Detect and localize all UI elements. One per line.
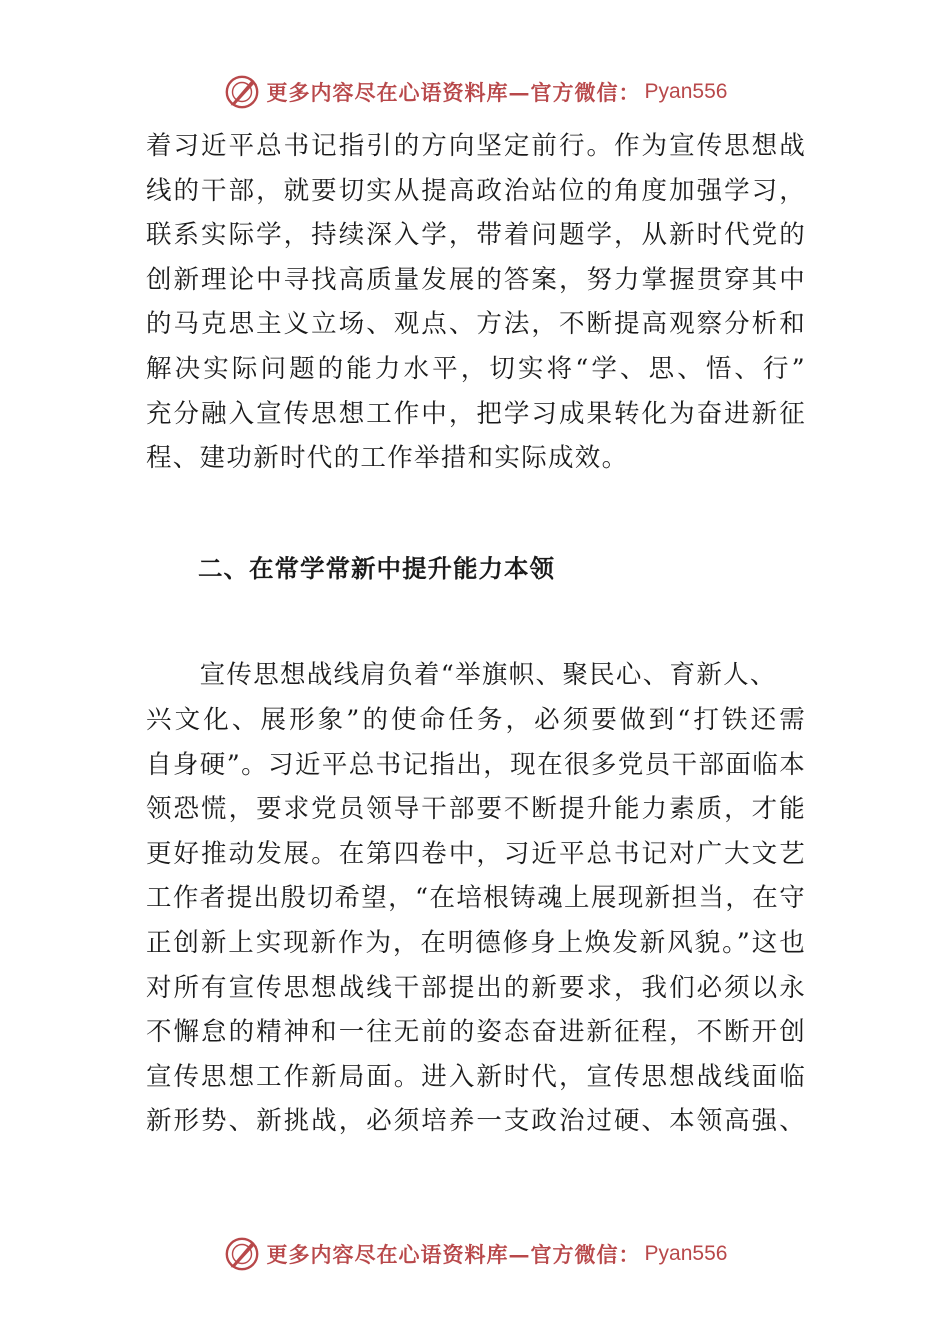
footer-banner — [0, 1232, 950, 1276]
paragraph-line: 兴文化、展形象”的使命任务，必须要做到“打铁还需 — [146, 704, 806, 735]
paragraph-line: 线的干部，就要切实从提高政治站位的角度加强学习， — [146, 175, 806, 206]
header-banner — [0, 70, 950, 114]
paragraph-line: 正创新上实现新作为，在明德修身上焕发新风貌。”这也 — [146, 927, 806, 958]
quill-logo-icon — [223, 73, 261, 111]
quill-logo-icon — [223, 1235, 261, 1273]
banner-wechat-id: Pyan556 — [644, 80, 728, 103]
paragraph-line: 的马克思主义立场、观点、方法，不断提高观察分析和 — [146, 309, 806, 340]
document-body — [146, 124, 806, 1144]
paragraph-line: 联系实际学，持续深入学，带着问题学，从新时代党的 — [146, 220, 806, 251]
paragraph-line: 更好推动发展。在第四卷中，习近平总书记对广大文艺 — [146, 838, 806, 869]
section-heading: 二、在常学常新中提升能力本领 — [198, 553, 555, 583]
paragraph-line: 不懈怠的精神和一往无前的姿态奋进新征程，不断开创 — [146, 1017, 806, 1048]
paragraph-line: 宣传思想工作新局面。进入新时代，宣传思想战线面临 — [146, 1061, 806, 1092]
banner-text: 更多内容尽在心语资料库—官方微信： — [266, 1242, 641, 1267]
paragraph-line: 自身硬”。习近平总书记指出，现在很多党员干部面临本 — [146, 749, 806, 780]
paragraph-line: 宣传思想战线肩负着“举旗帜、聚民心、育新人、 — [146, 660, 777, 691]
banner-wechat-id: Pyan556 — [644, 1242, 728, 1265]
paragraph-line: 程、建功新时代的工作举措和实际成效。 — [146, 443, 629, 474]
banner-text: 更多内容尽在心语资料库—官方微信： — [266, 80, 641, 105]
paragraph-line: 对所有宣传思想战线干部提出的新要求，我们必须以永 — [146, 972, 806, 1003]
paragraph-line: 创新理论中寻找高质量发展的答案，努力掌握贯穿其中 — [146, 264, 806, 295]
paragraph-line: 领恐慌，要求党员领导干部要不断提升能力素质，才能 — [146, 794, 806, 825]
paragraph-line: 着习近平总书记指引的方向坚定前行。作为宣传思想战 — [146, 131, 806, 161]
paragraph-line: 解决实际问题的能力水平，切实将“学、思、悟、行” — [146, 353, 806, 384]
paragraph-line: 新形势、新挑战，必须培养一支政治过硬、本领高强、 — [146, 1106, 806, 1137]
paragraph-line: 工作者提出殷切希望，“在培根铸魂上展现新担当，在守 — [146, 883, 806, 914]
paragraph-line: 充分融入宣传思想工作中，把学习成果转化为奋进新征 — [146, 398, 806, 429]
